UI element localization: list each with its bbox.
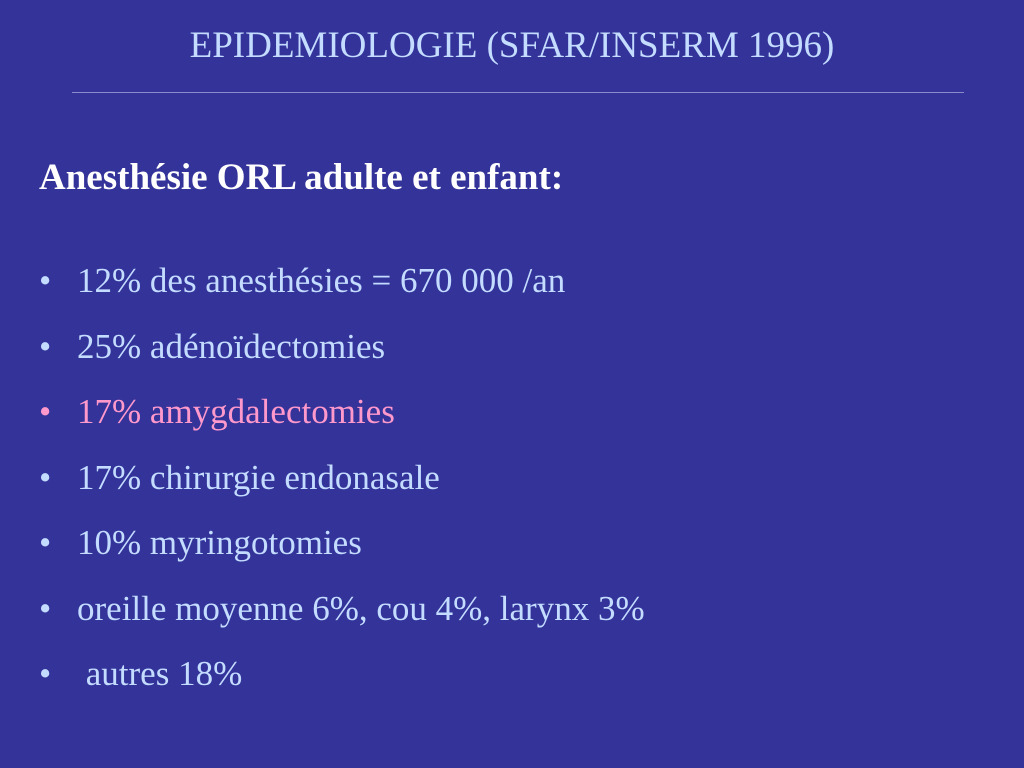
bullet-text: oreille moyenne 6%, cou 4%, larynx 3% [77, 588, 645, 628]
slide-subtitle: Anesthésie ORL adulte et enfant: [39, 157, 564, 198]
bullet-text: 10% myringotomies [77, 523, 362, 562]
bullet-icon: • [39, 392, 52, 431]
bullet-text: autres 18% [77, 654, 243, 693]
bullet-text: 25% adénoïdectomies [77, 326, 386, 366]
bullet-item-oreille-cou-larynx [39, 583, 645, 649]
bullet-item-adenoidectomies [39, 321, 645, 387]
bullet-icon: • [39, 457, 52, 497]
bullet-icon: • [39, 654, 52, 693]
bullet-item-autres [39, 648, 645, 714]
slide-title: EPIDEMIOLOGIE (SFAR/INSERM 1996) [189, 25, 835, 66]
bullet-text: 17% chirurgie endonasale [77, 457, 440, 497]
bullet-icon: • [39, 523, 52, 562]
bullet-item-myringotomies [39, 517, 645, 583]
bullet-item-chirurgie-endonasale [39, 452, 645, 518]
bullet-item-anesthesies [39, 255, 645, 321]
bullet-text: 17% amygdalectomies [77, 392, 395, 431]
title-divider [72, 92, 964, 93]
bullet-item-amygdalectomies [39, 386, 645, 452]
bullet-icon: • [39, 326, 52, 366]
bullet-list [39, 255, 645, 714]
bullet-icon: • [39, 588, 52, 628]
bullet-text: 12% des anesthésies = 670 000 /an [77, 261, 566, 300]
bullet-icon: • [39, 261, 52, 300]
